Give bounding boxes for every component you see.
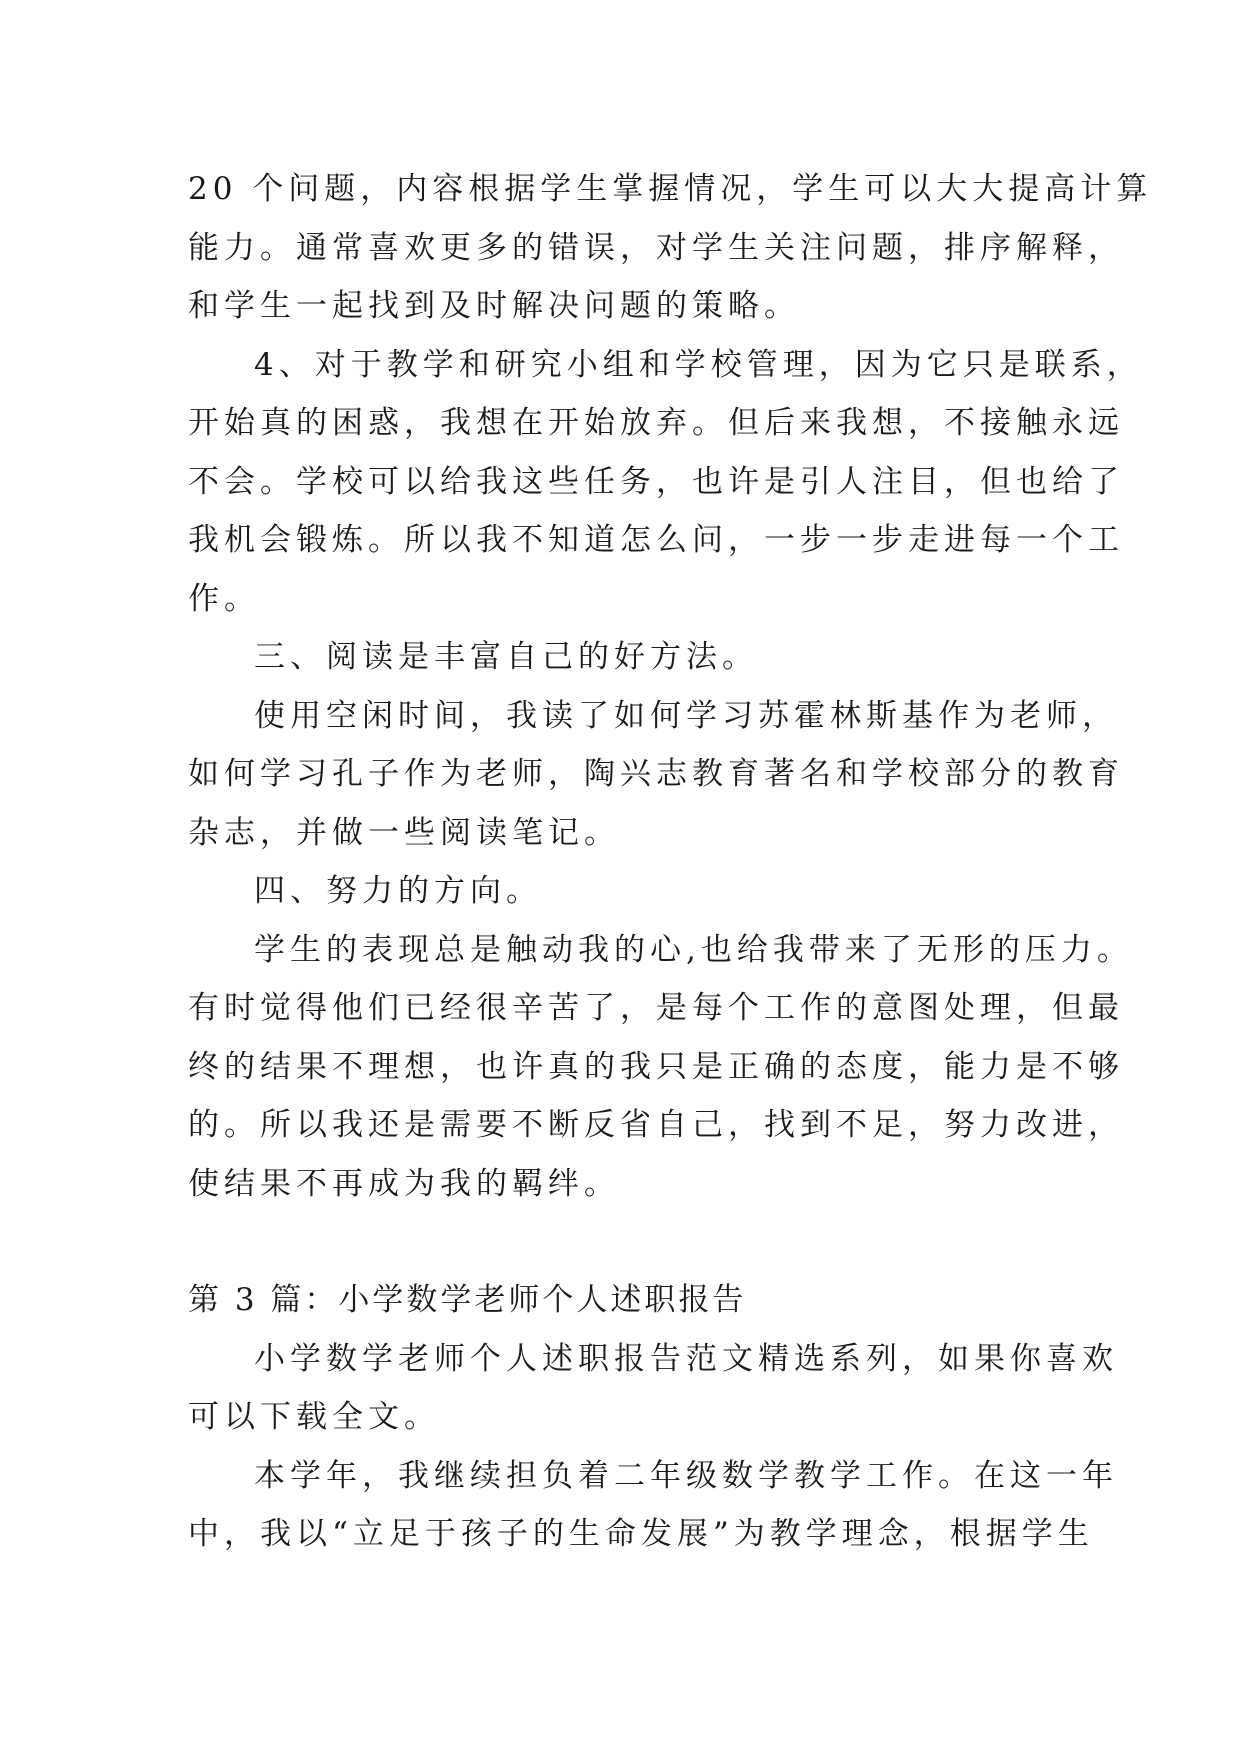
paragraph-line: 和学生一起找到及时解决问题的策略。 — [188, 288, 800, 324]
paragraph-line: 4、对于教学和研究小组和学校管理，因为它只是联系， — [254, 346, 1143, 383]
article-title: 第 3 篇：小学数学老师个人述职报告 — [188, 1282, 747, 1318]
paragraph-line: 开始真的困惑，我想在开始放弃。但后来我想，不接触永远 — [188, 405, 1124, 441]
paragraph-line: 杂志，并做一些阅读笔记。 — [188, 814, 620, 851]
paragraph-line: 使结果不再成为我的羁绊。 — [188, 1165, 620, 1202]
paragraph-line: 学生的表现总是触动我的心,也给我带来了无形的压力。 — [254, 931, 1133, 968]
section-heading: 四、努力的方向。 — [254, 873, 542, 909]
section-heading: 三、阅读是丰富自己的好方法。 — [254, 639, 758, 675]
document-body — [188, 160, 1153, 1564]
paragraph-line: 可以下载全文。 — [188, 1399, 440, 1435]
paragraph-line: 终的结果不理想，也许真的我只是正确的态度，能力是不够 — [188, 1048, 1124, 1085]
paragraph-line: 的。所以我还是需要不断反省自己，找到不足，努力改进， — [188, 1107, 1124, 1143]
paragraph-line: 不会。学校可以给我这些任务，也许是引人注目，但也给了 — [188, 463, 1124, 500]
section-spacer — [188, 1213, 1058, 1271]
paragraph-line: 有时觉得他们已经很辛苦了，是每个工作的意图处理，但最 — [188, 990, 1124, 1026]
paragraph-line: 如何学习孔子作为老师，陶兴志教育著名和学校部分的教育 — [188, 756, 1124, 792]
paragraph-line: 能力。通常喜欢更多的错误，对学生关注问题，排序解释， — [188, 229, 1124, 266]
paragraph-line: 本学年，我继续担负着二年级数学教学工作。在这一年 — [254, 1457, 1118, 1494]
paragraph-line: 我机会锻炼。所以我不知道怎么问，一步一步走进每一个工 — [188, 522, 1124, 558]
paragraph-line: 中，我以“立足于孩子的生命发展”为教学理念，根据学生 — [188, 1516, 1094, 1552]
paragraph-line: 作。 — [188, 580, 260, 617]
paragraph-line: 使用空闲时间，我读了如何学习苏霍林斯基作为老师， — [254, 697, 1118, 734]
paragraph-line: 20 个问题，内容根据学生掌握情况，学生可以大大提高计算 — [188, 171, 1153, 207]
paragraph-line: 小学数学老师个人述职报告范文精选系列，如果你喜欢 — [254, 1340, 1118, 1377]
